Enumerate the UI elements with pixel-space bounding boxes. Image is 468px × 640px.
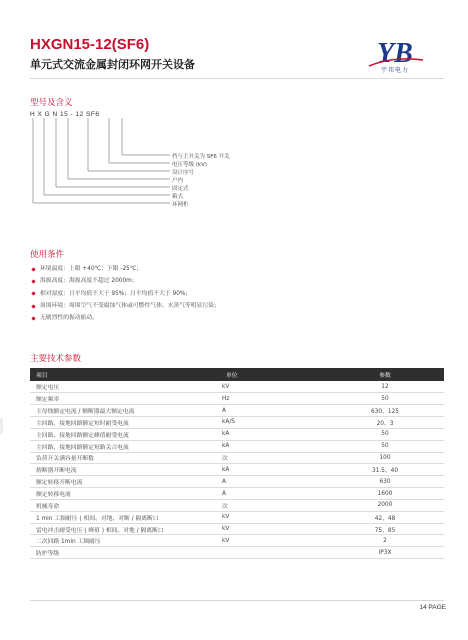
condition-text: 周围环境：周围空气不受腐蚀气体或可燃性气体、水蒸气等明显污染； bbox=[40, 302, 220, 309]
param-unit-cell: A bbox=[222, 405, 326, 417]
params-table bbox=[30, 368, 444, 559]
param-name-cell: 机械寿命 bbox=[30, 499, 222, 511]
condition-item bbox=[30, 263, 220, 275]
param-value-cell: 50 bbox=[326, 428, 444, 440]
table-row bbox=[30, 393, 444, 405]
param-value-cell: 75、85 bbox=[326, 523, 444, 535]
param-name-cell: 额定转移电流 bbox=[30, 488, 222, 500]
condition-item bbox=[30, 300, 220, 312]
param-unit-cell: kA/S bbox=[222, 417, 326, 429]
param-name-cell: 主母线额定电流 / 额断器最大额定电流 bbox=[30, 405, 222, 417]
param-unit-cell: kA bbox=[222, 464, 326, 476]
param-value-cell: 630 bbox=[326, 476, 444, 488]
condition-text: 环境温度：上限 +40℃；下限 -25℃； bbox=[40, 266, 143, 272]
param-name-cell: 额定频率 bbox=[30, 393, 222, 405]
bullet-diamond-icon bbox=[31, 292, 35, 296]
model-meaning-item: 固定式 bbox=[172, 186, 189, 192]
param-name-cell: 额定转移开断电流 bbox=[30, 476, 222, 488]
bullet-diamond-icon bbox=[31, 279, 35, 283]
model-meaning-item: 档与主开关为 SF6 开关 bbox=[172, 154, 230, 160]
model-meaning-item: 户内 bbox=[172, 178, 184, 184]
condition-text: 海拔高度：海拔高度不超过 2000m； bbox=[40, 278, 138, 285]
bullet-diamond-icon bbox=[31, 267, 35, 271]
params-table-body bbox=[30, 381, 444, 559]
param-value-cell: 100 bbox=[326, 452, 444, 464]
param-unit-cell: kV bbox=[222, 535, 326, 547]
model-meaning-item: 环网柜 bbox=[172, 202, 189, 208]
param-unit-cell: kV bbox=[222, 523, 326, 535]
table-header-row bbox=[30, 368, 444, 381]
model-meaning-item: 电压等级 (kV) bbox=[172, 162, 207, 168]
page-edge-mark bbox=[0, 418, 3, 434]
table-row bbox=[30, 499, 444, 511]
model-meaning-item: 设计序号 bbox=[172, 170, 195, 176]
conditions-list bbox=[30, 263, 220, 324]
param-name-cell: 防护等级 bbox=[30, 547, 222, 559]
param-value-cell: 20、3 bbox=[326, 417, 444, 429]
table-row bbox=[30, 511, 444, 523]
footer-divider bbox=[30, 600, 444, 601]
param-value-cell: 50 bbox=[326, 440, 444, 452]
model-heading: 型号及含义 bbox=[30, 98, 73, 108]
param-unit-cell: A bbox=[222, 488, 326, 500]
param-value-cell: 50 bbox=[326, 393, 444, 405]
param-unit-cell: Hz bbox=[222, 393, 326, 405]
param-unit-cell: 次 bbox=[222, 452, 326, 464]
param-unit-cell: kA bbox=[222, 440, 326, 452]
logo-text: 宇邦电力 bbox=[381, 67, 410, 74]
table-row bbox=[30, 488, 444, 500]
param-value-cell: 630、125 bbox=[326, 405, 444, 417]
table-row bbox=[30, 452, 444, 464]
param-name-cell: 额定电压 bbox=[30, 381, 222, 393]
condition-item bbox=[30, 288, 220, 300]
page-number: 14 PAGE bbox=[419, 604, 446, 611]
bullet-diamond-icon bbox=[31, 304, 35, 308]
param-value-cell: 1600 bbox=[326, 488, 444, 500]
table-row bbox=[30, 523, 444, 535]
condition-item bbox=[30, 275, 220, 287]
conditions-heading: 使用条件 bbox=[30, 250, 65, 260]
params-heading: 主要技术参数 bbox=[30, 354, 82, 364]
param-value-cell: 31.5、40 bbox=[326, 464, 444, 476]
table-row bbox=[30, 535, 444, 547]
condition-text: 相对湿度：日平均值不大于 95%；月平均值不大于 90%； bbox=[40, 290, 192, 297]
model-code: H X G N 15 - 12 SF6 bbox=[30, 111, 100, 118]
table-row bbox=[30, 381, 444, 393]
table-row bbox=[30, 440, 444, 452]
table-row bbox=[30, 405, 444, 417]
param-unit-cell: kV bbox=[222, 381, 326, 393]
param-unit-cell bbox=[222, 547, 326, 559]
param-value-cell: IP3X bbox=[326, 547, 444, 559]
page-title: HXGN15-12(SF6) bbox=[30, 36, 150, 53]
param-name-cell: 二次回路 1min 工频耐压 bbox=[30, 535, 222, 547]
model-meaning-item: 箱式 bbox=[172, 194, 184, 200]
param-name-cell: 主回路、接地回路额定短路关合电流 bbox=[30, 440, 222, 452]
condition-text: 无剧烈性的振动振动。 bbox=[40, 315, 98, 322]
column-header-value: 参数 bbox=[326, 368, 444, 381]
param-name-cell: 负荷开关满容量开断数 bbox=[30, 452, 222, 464]
param-value-cell: 2 bbox=[326, 535, 444, 547]
param-unit-cell: A bbox=[222, 476, 326, 488]
param-unit-cell: kA bbox=[222, 428, 326, 440]
param-name-cell: 主回路、接地回路额定峰值耐受电流 bbox=[30, 428, 222, 440]
table-row bbox=[30, 476, 444, 488]
param-unit-cell: 次 bbox=[222, 499, 326, 511]
logo-letters: YB bbox=[377, 38, 413, 69]
param-name-cell: 1 min 工频耐压 ( 相间、对地、对断 / 隔离断口 bbox=[30, 511, 222, 523]
param-name-cell: 主回路、接地回路额定短时耐受电流 bbox=[30, 417, 222, 429]
param-value-cell: 42、48 bbox=[326, 511, 444, 523]
table-row bbox=[30, 417, 444, 429]
header-divider bbox=[30, 78, 444, 79]
table-row bbox=[30, 464, 444, 476]
column-header-item: 项目 bbox=[30, 368, 222, 381]
param-value-cell: 2000 bbox=[326, 499, 444, 511]
page-subtitle: 单元式交流金属封闭环网开关设备 bbox=[30, 58, 195, 71]
param-value-cell: 12 bbox=[326, 381, 444, 393]
param-name-cell: 雷电冲击耐受电压 ( 峰值 ) 相间、对地 / 隔离断口 bbox=[30, 523, 222, 535]
table-row bbox=[30, 428, 444, 440]
param-name-cell: 熔断器开断电流 bbox=[30, 464, 222, 476]
bullet-diamond-icon bbox=[31, 316, 35, 320]
condition-item bbox=[30, 312, 220, 324]
table-row bbox=[30, 547, 444, 559]
param-unit-cell: kV bbox=[222, 511, 326, 523]
column-header-unit: 单位 bbox=[222, 368, 326, 381]
